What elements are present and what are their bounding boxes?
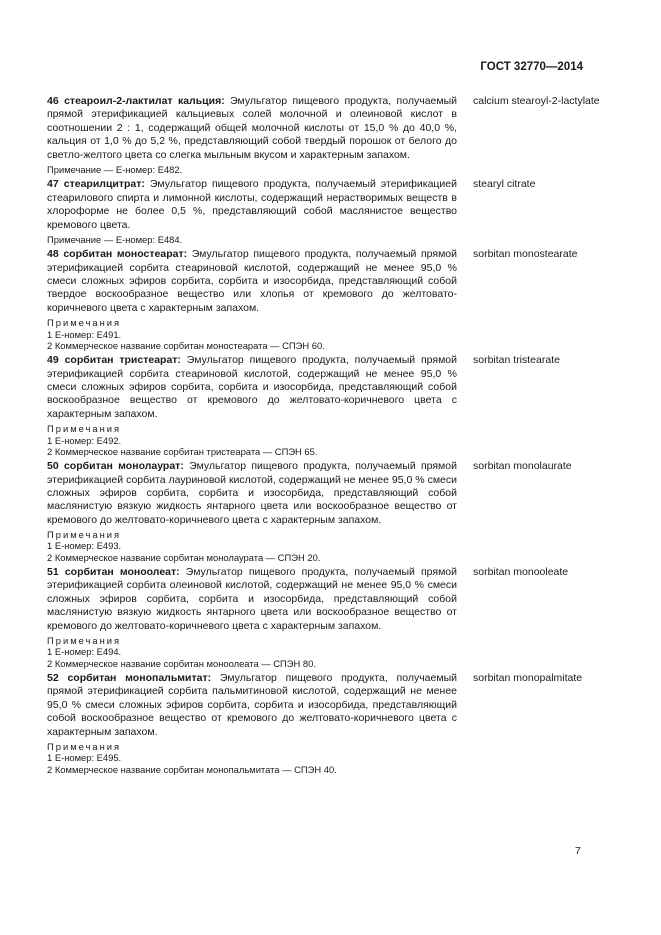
term-number: 50 [47,460,59,473]
note-item: 1 Е-номер: Е494. [47,646,122,658]
term-entry [47,460,647,566]
term-entry [47,248,647,354]
term-text: Эмульгатор пищевого продукта, получаемый прямой этерификацией сорбита лауриновой кислотой, содержащий не менее 95,0 % смеси сложных эфиров сорбита, сорбита и изосорбида, представляющий собой маслянистую вязкую жидкость янтарного цвета или воскообразное вещество от кремового до желтовато-коричневого цвета с характерным запахом. [47,460,457,526]
english-equivalent: sorbitan monostearate [473,248,578,261]
note-item: 2 Коммерческое название сорбитан моностеарата — СПЭН 60. [47,339,325,351]
term-text: Эмульгатор пищевого продукта, получаемый прямой этерификацией сорбита олеиновой кислотой, содержащий не менее 95,0 % смеси сложных эфиров сорбита, сорбита и изосорбида, представляющий собой маслянистую вязкую жидкость янтарного цвета или воскообразное вещество от кремового до желтовато-коричневого цвета с характерным запахом. [47,566,458,632]
note-caption: Примечания [47,317,122,329]
term-name: сорбитан монопальмитат: [67,671,212,684]
term-text: Эмульгатор пищевого продукта, получаемый прямой этерификацией кальциевых солей молочной и олеиновой кислот в соотношении 2 : 1, содержащий общей молочной кислоты от 15,0 % до 40,0 %, кальция от 1,0 % до 5,2 %, представляющий собой твердый порошок от белого до светло-желтого цвета со слегка мыльным вкусом и характерным запахом. [47,95,458,161]
note-item: 2 Коммерческое название сорбитан моноолеата — СПЭН 80. [47,657,316,669]
note-item: 1 Е-номер: Е491. [47,328,122,340]
document-header: ГОСТ 32770—2014 [480,61,583,73]
term-notes [47,529,457,563]
term-name: сорбитан монолаурат: [63,460,184,473]
term-notes [47,635,457,669]
note-item: 2 Коммерческое название сорбитан тристеарата — СПЭН 65. [47,445,318,457]
term-name: сорбитан тристеарат: [64,354,181,367]
term-definition [47,95,457,162]
note-item: 1 Е-номер: Е492. [47,434,122,446]
term-number: 52 [47,671,59,684]
term-notes [47,423,457,457]
english-equivalent: sorbitan monolaurate [473,460,572,473]
english-equivalent: stearyl citrate [473,178,536,191]
note-item: 1 Е-номер: Е493. [47,540,122,552]
term-entry [47,354,647,460]
term-text: Эмульгатор пищевого продукта, получаемый прямой этерификацией сорбита стеариновой кислотой, содержащий не менее 95,0 % смеси сложных эфиров сорбита, сорбита и изосорбида, представляющий собой воскообразное вещество от кремового до желтовато-коричневого цвета с характерным запахом. [47,354,458,420]
note-item: 2 Коммерческое название сорбитан монолаурата — СПЭН 20. [47,551,321,563]
terms-list [47,95,647,778]
term-notes [47,741,457,775]
term-definition [47,354,457,421]
page-number: 7 [575,845,581,857]
note-caption: Примечания [47,423,122,435]
term-name: сорбитан моноолеат: [64,566,180,579]
term-number: 51 [47,566,59,579]
english-equivalent: calcium stearoyl-2-lactylate [473,95,600,107]
english-equivalent: sorbitan monooleate [473,566,569,579]
term-name: стеароил-2-лактилат кальция: [64,95,225,107]
note-caption: Примечание — Е-номер: Е484. [47,233,183,245]
term-entry [47,95,647,178]
note-caption: Примечания [47,529,122,541]
term-number: 47 [47,178,59,191]
term-name: стеарилцитрат: [63,178,145,191]
term-text: Эмульгатор пищевого продукта, получаемый прямой этерификацией сорбита стеариновой кислотой, содержащий не менее 95,0 % смеси сложных эфиров сорбита, сорбита и изосорбида, представляющий собой твердое воскообразное вещество или хлопья от кремового до желтовато-коричневого цвета с характерным запахом. [47,248,458,314]
term-name: сорбитан моностеарат: [63,248,188,261]
term-entry [47,178,647,248]
term-text: Эмульгатор пищевого продукта, получаемый этерификацией стеарилового спирта и лимонной кислоты, содержащий нерастворимых веществ в хлороформе не более 0,5 %, представляющий собой маслянистое вещество кремового цвета. [47,178,458,231]
english-equivalent: sorbitan monopalmitate [473,671,583,684]
term-definition [47,566,457,633]
term-number: 49 [47,354,59,367]
term-entry [47,672,647,778]
term-definition [47,248,457,315]
term-notes [47,234,457,245]
note-caption: Примечания [47,635,122,647]
note-item: 2 Коммерческое название сорбитан монопальмитата — СПЭН 40. [47,763,337,775]
term-notes [47,164,457,175]
term-number: 48 [47,248,59,261]
term-definition [47,460,457,527]
term-definition [47,178,457,232]
term-definition [47,672,457,739]
note-caption: Примечания [47,740,122,752]
note-item: 1 Е-номер: Е495. [47,752,122,764]
term-entry [47,566,647,672]
term-number: 46 [47,95,59,107]
note-caption: Примечание — Е-номер: Е482. [47,164,183,176]
english-equivalent: sorbitan tristearate [473,354,560,367]
term-notes [47,317,457,351]
term-text: Эмульгатор пищевого продукта, получаемый прямой этерификацией сорбита пальмитиновой кислотой, содержащий не менее 95,0 % смеси сложных эфиров сорбита, сорбита и изосорбида, представляющий собой воскообразное вещество от кремового до желтовато-коричневого цвета с характерным запахом. [47,671,457,738]
